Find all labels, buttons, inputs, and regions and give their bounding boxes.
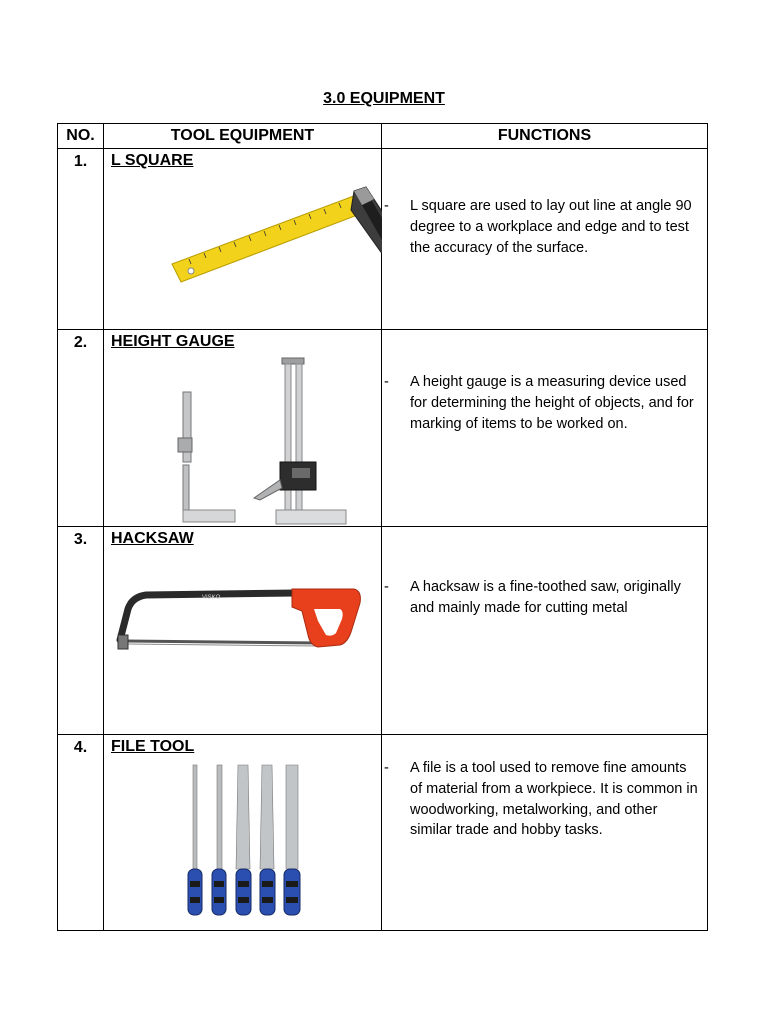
table-row bbox=[58, 527, 708, 735]
saw-brand-label: VISKO bbox=[202, 595, 221, 601]
file-tool-image bbox=[104, 735, 382, 931]
tool-cell bbox=[104, 330, 382, 527]
tool-cell bbox=[104, 735, 382, 931]
bullet-dash: - bbox=[384, 760, 389, 776]
table-row bbox=[58, 735, 708, 931]
function-cell bbox=[382, 735, 708, 931]
row-number: 4. bbox=[58, 735, 104, 931]
row-number: 2. bbox=[58, 330, 104, 527]
function-cell bbox=[382, 527, 708, 735]
page-title: 3.0 EQUIPMENT bbox=[323, 90, 445, 107]
table-header-row bbox=[58, 124, 708, 149]
function-item bbox=[384, 758, 699, 841]
bullet-dash: - bbox=[384, 198, 389, 214]
function-item bbox=[384, 196, 699, 258]
l-square-image bbox=[104, 149, 382, 330]
header-tool-equipment: TOOL EQUIPMENT bbox=[104, 124, 382, 149]
function-item bbox=[384, 577, 699, 619]
height-gauge-image bbox=[104, 330, 382, 527]
tool-name: HEIGHT GAUGE bbox=[111, 333, 235, 350]
function-item bbox=[384, 372, 699, 434]
tool-cell bbox=[104, 149, 382, 330]
tool-name: HACKSAW bbox=[111, 530, 194, 547]
tool-name: FILE TOOL bbox=[111, 738, 195, 755]
function-text: A file is a tool used to remove fine amounts of material from a workpiece. It is common in woodworking, metalworking, and other similar trade and hobby tasks. bbox=[410, 760, 698, 839]
header-no: NO. bbox=[58, 124, 104, 149]
function-text: A height gauge is a measuring device used for determining the height of objects, and for marking of items to be worked on. bbox=[410, 374, 694, 432]
equipment-table bbox=[57, 123, 708, 931]
function-text: A hacksaw is a fine-toothed saw, originally and mainly made for cutting metal bbox=[410, 579, 681, 616]
table-row bbox=[58, 149, 708, 330]
bullet-dash: - bbox=[384, 374, 389, 390]
tool-cell bbox=[104, 527, 382, 735]
table-row bbox=[58, 330, 708, 527]
function-cell bbox=[382, 149, 708, 330]
row-number: 1. bbox=[58, 149, 104, 330]
header-functions: FUNCTIONS bbox=[382, 124, 708, 149]
bullet-dash: - bbox=[384, 579, 389, 595]
hacksaw-image bbox=[104, 527, 382, 735]
function-cell bbox=[382, 330, 708, 527]
function-text: L square are used to lay out line at angle 90 degree to a workplace and edge and to test the accuracy of the surface. bbox=[410, 198, 692, 256]
tool-name: L SQUARE bbox=[111, 152, 194, 169]
row-number: 3. bbox=[58, 527, 104, 735]
